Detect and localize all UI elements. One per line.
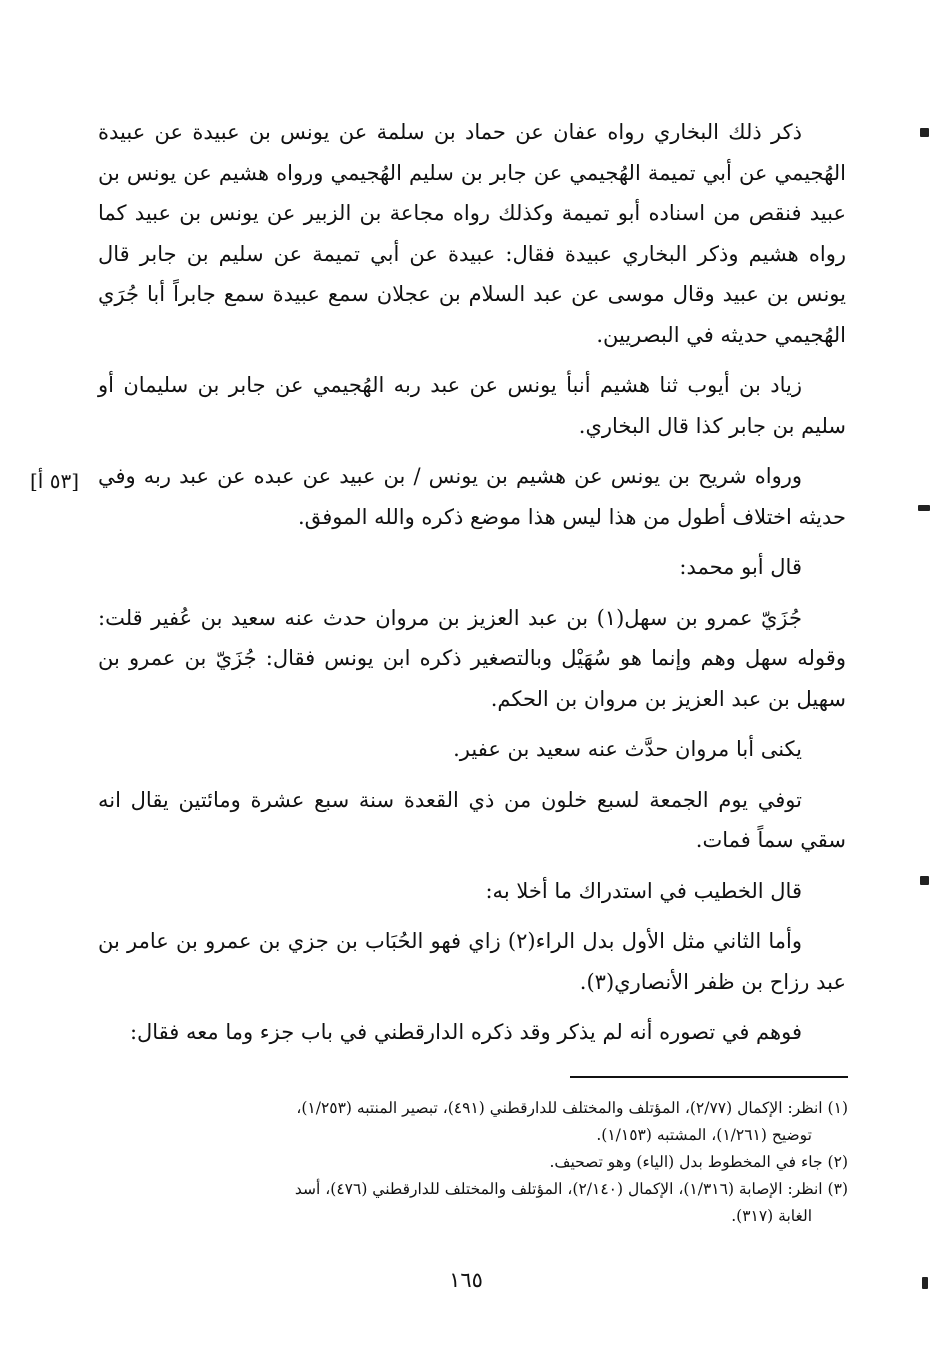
- paragraph-10: فوهم في تصوره أنه لم يذكر وقد ذكره الدارقطني في باب جزء وما معه فقال:: [129, 1020, 802, 1044]
- main-text: [98, 112, 846, 1063]
- margin-mark-lower: [920, 876, 929, 885]
- folio-margin-note: [٥٣ أ]: [30, 469, 80, 493]
- footnote-2: [104, 1149, 848, 1176]
- footnote-1: [104, 1095, 848, 1149]
- footnote-number: (٣): [827, 1180, 848, 1198]
- paragraph-4: قال أبو محمد:: [679, 555, 802, 579]
- footnote-number: (١): [827, 1099, 848, 1117]
- paragraph-1: ذكر ذلك البخاري رواه عفان عن حماد بن سلمة عن يونس بن عبيدة عن عبيدة الهُجيمي عن أبي تميمة الهُجيمي عن جابر بن سليم الهُجيمي ورواه هشيم عن يونس بن عبيد فنقص من اسناده أبو تميمة وكذلك رواه مجاعة بن الزبير عن يونس بن عبيد كما رواه هشيم وذكر البخاري عبيدة فقال: عبيدة عن أبي تميمة عن سليم بن جابر قال يونس بن عبيد وقال موسى عن عبد السلام بن عجلان سمع عبيدة سمع جابراً أبا جُرَي الهُجيمي حديثه في البصريين.: [98, 120, 846, 347]
- footnote-number: (٢): [827, 1153, 848, 1171]
- footnote-continuation: توضيح (١/٢٦١)، المشتبه (١/١٥٣).: [596, 1126, 812, 1144]
- paragraph-5: جُزَيّ عمرو بن سهل(١) بن عبد العزيز بن مروان حدث عنه سعيد بن عُفير قلت: وقوله سهل وهم وإنما هو سُهَيْل وبالتصغير ذكره ابن يونس فقال: جُزَيّ بن عمرو بن سهيل بن عبد العزيز بن مروان بن الحكم.: [98, 605, 846, 711]
- margin-mark-middle: [918, 505, 930, 511]
- footnotes: [104, 1095, 848, 1230]
- footnote-divider: [570, 1076, 848, 1078]
- footnote-text: جاء في المخطوط بدل (الياء) وهو تصحيف.: [549, 1153, 823, 1171]
- paragraph-8: قال الخطيب في استدراك ما أخلا به:: [485, 878, 802, 903]
- footnote-text: انظر: الإكمال (٢/٧٧)، المؤتلف والمختلف للدارقطني (٤٩١)، تبصير المنتبه (١/٢٥٣)،: [296, 1099, 823, 1117]
- paragraph-2: زياد بن أيوب ثنا هشيم أنبأ يونس عن عبد ربه الهُجيمي عن جابر بن سليمان أو سليم بن جابر كذا قال البخاري.: [98, 373, 846, 438]
- paragraph-6: يكنى أبا مروان حدَّث عنه سعيد بن عفير.: [453, 737, 802, 761]
- paragraph-7: توفي يوم الجمعة لسبع خلون من ذي القعدة سنة سبع عشرة ومائتين يقال انه سقي سماً فمات.: [98, 787, 846, 852]
- page-number: ١٦٥: [449, 1268, 483, 1292]
- footnote-3: [104, 1176, 848, 1230]
- paragraph-3: ورواه شريح بن يونس عن هشيم بن يونس / بن عبيد عن عبده عن عبد ربه وفي حديثه اختلاف أطول من هذا ليس هذا موضع ذكره والله الموفق.: [98, 464, 846, 529]
- footnote-continuation: الغابة (٣١٧).: [731, 1207, 812, 1225]
- margin-mark-top: [920, 128, 929, 137]
- paragraph-9: وأما الثاني مثل الأول بدل الراء(٢) زاي فهو الحُبَاب بن جزي بن عمرو بن عامر بن عبد رزاح بن ظفر الأنصاري(٣).: [98, 929, 846, 994]
- footnote-text: انظر: الإصابة (١/٣١٦)، الإكمال (٢/١٤٠)، المؤتلف والمختلف للدارقطني (٤٧٦)، أسد: [294, 1180, 823, 1198]
- margin-mark-bottom: [922, 1277, 928, 1289]
